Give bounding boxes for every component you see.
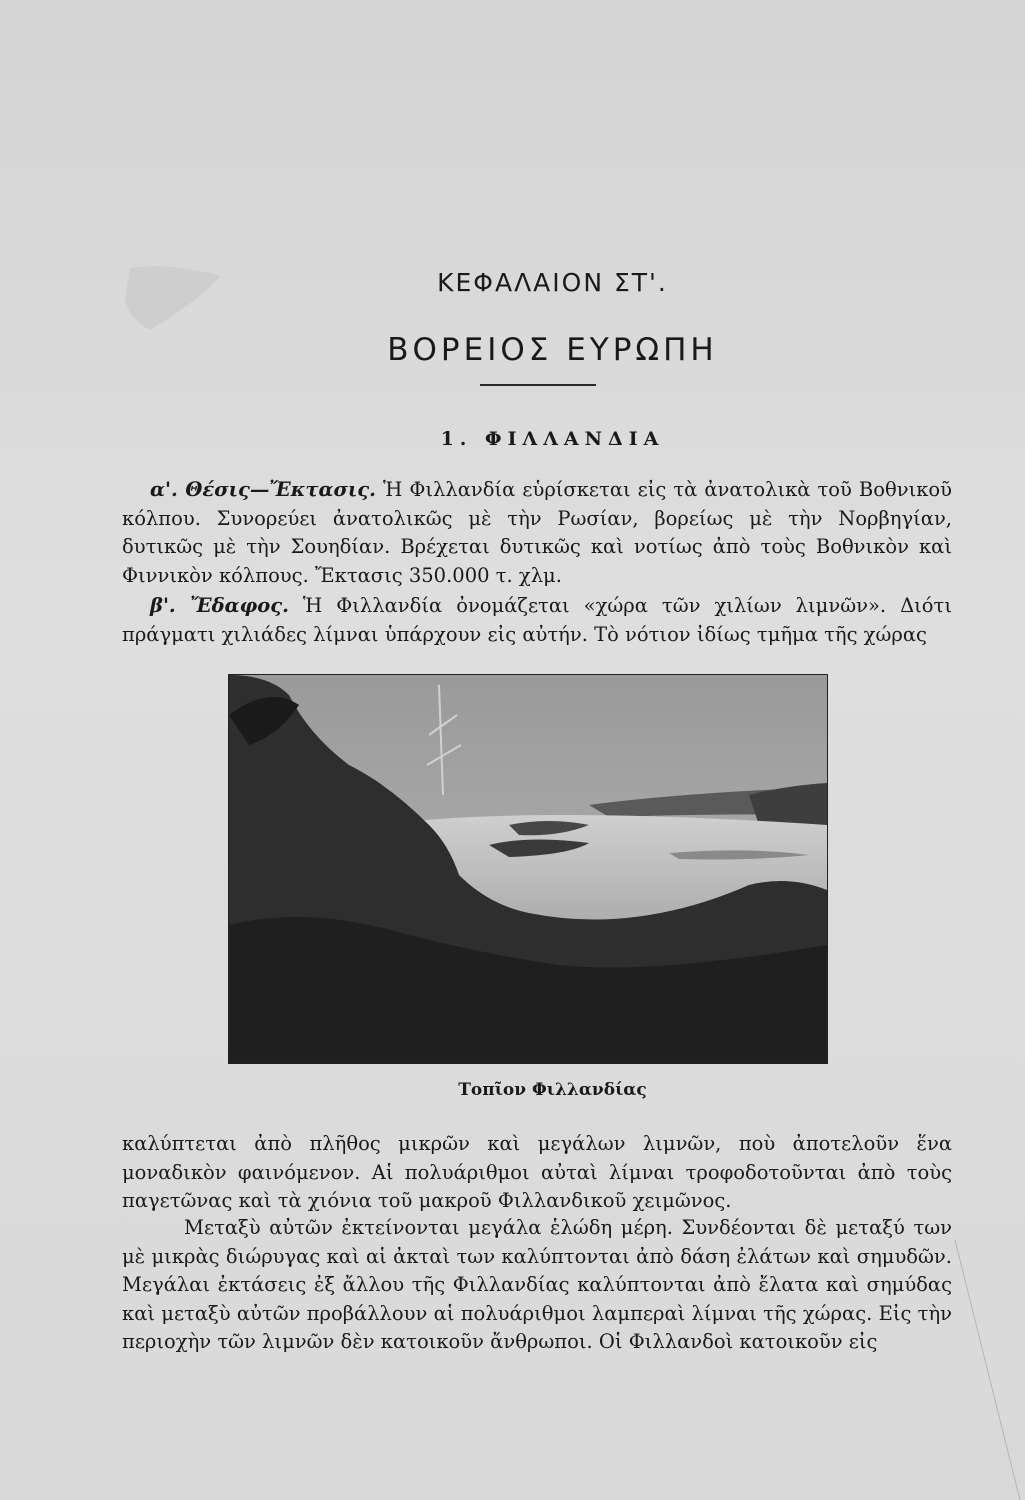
photo-caption: Τοπῖον Φιλλανδίας	[458, 1080, 647, 1100]
paragraph-position-area	[122, 476, 952, 590]
paragraph-marshes: Μεταξὺ αὐτῶν ἐκτείνονται μεγάλα ἑλώδη μέρη. Συνδέονται δὲ μεταξύ των μὲ μικρὰς διώρυγας καὶ αἱ ἀκταὶ των καλύπτονται ἀπὸ δάση ἐλάτων καὶ σημυδῶν. Μεγάλαι ἐκτάσεις ἐξ ἄλλου τῆς Φιλλανδίας καλύπτονται ἀπὸ ἔλατα καὶ σημύδας καὶ μεταξὺ αὐτῶν προβάλλουν αἱ πολυάριθμοι λαμπεραὶ λίμναι τῆς χώρας. Εἰς τὴν περιοχὴν τῶν λιμνῶν δὲν κατοικοῦν ἄνθρωποι. Οἱ Φιλλανδοὶ κατοικοῦν εἰς	[122, 1216, 952, 1353]
landscape-photo	[228, 674, 828, 1064]
section-title: 1. ΦΙΛΛΑΝΔΙΑ	[440, 428, 665, 450]
region-title: ΒΟΡΕΙΟΣ ΕΥΡΩΠΗ	[387, 332, 718, 368]
paragraph-lakes: καλύπτεται ἀπὸ πλῆθος μικρῶν καὶ μεγάλων λιμνῶν, ποὺ ἀποτελοῦν ἕνα μοναδικὸν φαινόμενον. Αἱ πολυάριθμοι αὐταὶ λίμναι τροφοδοτοῦνται ἀπὸ τοὺς παγετῶνας καὶ τὰ χιόνια τοῦ μακροῦ Φιλλανδικοῦ χειμῶνος.	[122, 1132, 952, 1212]
chapter-heading: ΚΕΦΑΛΑΙΟΝ ΣΤ'.	[437, 268, 668, 297]
paragraph-text: Ἡ Φιλλανδία ὀνομάζεται «χώρα τῶν χιλίων λιμνῶν». Διότι πράγματι χιλιάδες λίμναι ὑπάρχουν εἰς αὐτήν. Τὸ νότιον ἰδίως τμῆμα τῆς χώρας	[122, 594, 952, 646]
title-divider	[480, 384, 596, 386]
paragraph-terrain	[122, 592, 952, 649]
paragraph-label: β'. Ἔδαφος.	[150, 594, 289, 617]
paragraph-label: α'. Θέσις—Ἔκτασις.	[150, 478, 376, 501]
paragraph-text: Ἡ Φιλλανδία εὑρίσκεται εἰς τὰ ἀνατολικὰ τοῦ Βοθνικοῦ κόλπου. Συνορεύει ἀνατολικῶς μὲ τὴν Ρωσίαν, βορείως μὲ τὴν Νορβηγίαν, δυτικῶς μὲ τὴν Σουηδίαν. Βρέχεται δυτικῶς καὶ νοτίως ἀπὸ τοὺς Βοθνικὸν καὶ Φιννικὸν κόλπους. Ἔκτασις 350.000 τ. χλμ.	[122, 478, 952, 587]
finnish-lake-landscape-image	[229, 675, 827, 1063]
